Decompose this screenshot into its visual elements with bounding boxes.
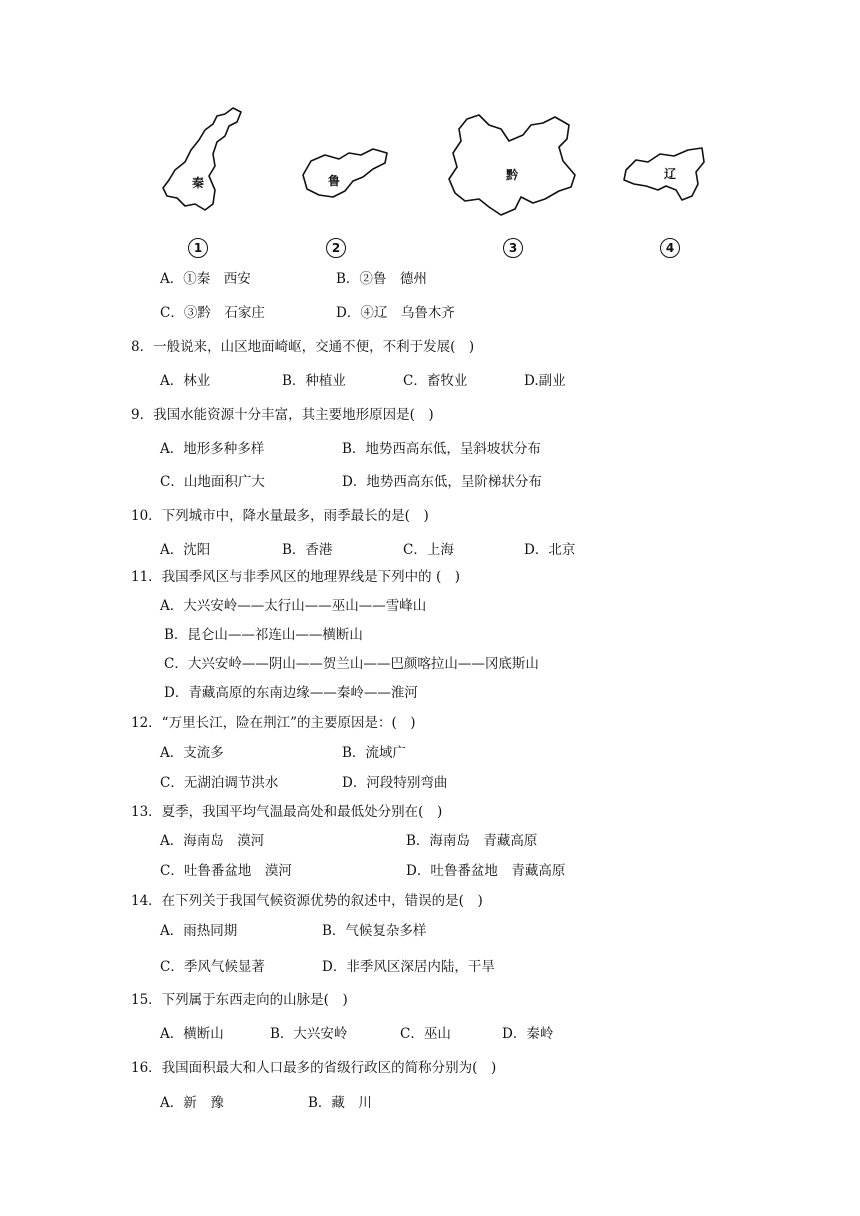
q7-option-a: A．①秦 西安	[160, 271, 251, 287]
q16-stem: 16．我国面积最大和人口最多的省级行政区的简称分别为( )	[131, 1060, 497, 1076]
q13-option-a: A．海南岛 漠河	[160, 833, 265, 849]
map-label-liao: 辽	[664, 167, 677, 181]
q8-option-c: C．畜牧业	[403, 373, 468, 389]
q15-option-a: A．横断山	[160, 1026, 224, 1042]
q12-option-b: B．流域广	[342, 745, 406, 761]
q9-option-a: A．地形多种多样	[160, 441, 265, 457]
q15-option-d: D．秦岭	[502, 1026, 554, 1042]
map-number-2: 2	[326, 238, 346, 258]
q13-stem: 13．夏季，我国平均气温最高处和最低处分别在( )	[131, 804, 443, 820]
q9-option-c: C．山地面积广大	[160, 474, 265, 490]
q9-option-b: B．地势西高东低，呈斜坡状分布	[342, 441, 541, 457]
map-number-4: 4	[660, 238, 680, 258]
q14-option-c: C．季风气候显著	[160, 959, 265, 975]
q10-stem: 10．下列城市中，降水量最多，雨季最长的是( )	[131, 508, 429, 524]
q10-option-c: C．上海	[403, 542, 454, 558]
q12-option-c: C．无湖泊调节洪水	[160, 775, 279, 791]
q11-stem: 11．我国季风区与非季风区的地理界线是下列中的 ( )	[131, 569, 461, 585]
q7-option-d: D．④辽 乌鲁木齐	[336, 305, 455, 321]
q10-option-d: D．北京	[524, 542, 576, 558]
map-shaanxi	[155, 100, 250, 215]
q13-option-c: C．吐鲁番盆地 漠河	[160, 863, 292, 879]
q14-option-a: A．雨热同期	[160, 923, 238, 939]
map-guizhou	[445, 105, 580, 220]
q12-stem: 12．“万里长江，险在荆江”的主要原因是：( )	[131, 715, 416, 731]
map-liaoning	[618, 140, 708, 205]
map-label-qian: 黔	[506, 168, 519, 182]
q15-option-b: B．大兴安岭	[270, 1026, 348, 1042]
map-number-1: 1	[188, 238, 208, 258]
q8-option-d: D.副业	[524, 373, 566, 389]
q14-stem: 14．在下列关于我国气候资源优势的叙述中，错误的是( )	[131, 893, 483, 909]
q8-option-a: A．林业	[160, 373, 211, 389]
q16-option-b: B．藏 川	[308, 1095, 372, 1111]
q13-option-b: B．海南岛 青藏高原	[406, 833, 538, 849]
q12-option-a: A．支流多	[160, 745, 224, 761]
q10-option-a: A．沈阳	[160, 542, 211, 558]
q14-option-b: B．气候复杂多样	[322, 923, 427, 939]
q13-option-d: D．吐鲁番盆地 青藏高原	[406, 863, 566, 879]
q7-option-c: C．③黔 石家庄	[160, 305, 265, 321]
q16-option-a: A．新 豫	[160, 1095, 224, 1111]
q14-option-d: D．非季风区深居内陆，干旱	[322, 959, 495, 975]
q12-option-d: D．河段特别弯曲	[342, 775, 448, 791]
q11-option-c: C．大兴安岭——阴山——贺兰山——巴颜喀拉山——冈底斯山	[164, 656, 539, 672]
map-label-qin: 秦	[192, 176, 205, 190]
q15-option-c: C．巫山	[400, 1026, 451, 1042]
map-shandong	[295, 145, 395, 205]
q11-option-d: D．青藏高原的东南边缘——秦岭——淮河	[164, 685, 418, 701]
q8-option-b: B．种植业	[282, 373, 346, 389]
map-label-lu: 鲁	[328, 174, 341, 188]
q11-option-b: B．昆仑山——祁连山——横断山	[164, 627, 363, 643]
map-number-3: 3	[503, 238, 523, 258]
q11-option-a: A．大兴安岭——太行山——巫山——雪峰山	[160, 598, 427, 614]
q9-option-d: D．地势西高东低，呈阶梯状分布	[342, 474, 542, 490]
q8-stem: 8．一般说来，山区地面崎岖，交通不便，不利于发展( )	[131, 339, 475, 355]
q9-stem: 9．我国水能资源十分丰富，其主要地形原因是( )	[131, 407, 434, 423]
q10-option-b: B．香港	[282, 542, 333, 558]
q15-stem: 15．下列属于东西走向的山脉是( )	[131, 992, 348, 1008]
q7-option-b: B．②鲁 德州	[336, 271, 427, 287]
